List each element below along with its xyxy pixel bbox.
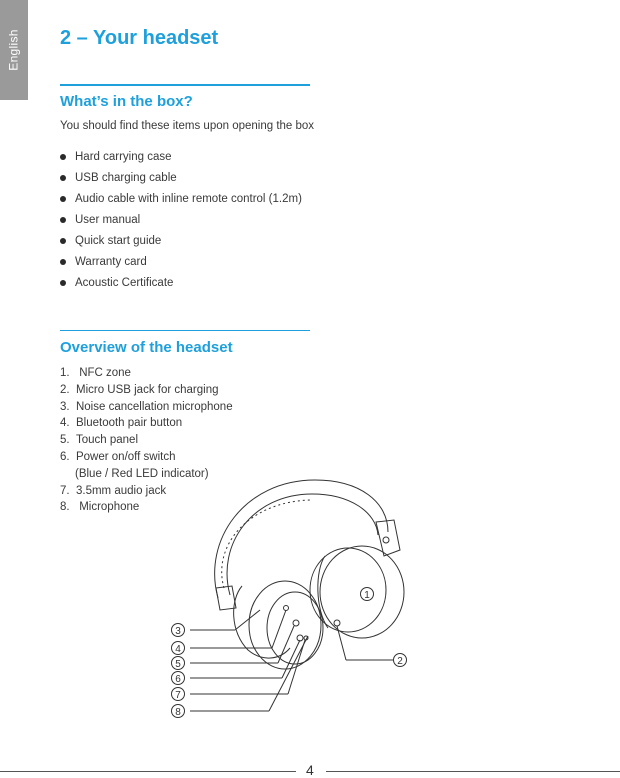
overview-item-text: NFC zone (79, 367, 131, 379)
callout (172, 624, 185, 638)
overview-item-number: 7. (60, 484, 70, 497)
language-tab (0, 0, 28, 100)
right-cup-back (310, 548, 386, 632)
overview-item-number: 5. (60, 434, 70, 447)
noise-mic-dot (284, 606, 289, 611)
right-hinge-pivot (383, 537, 389, 543)
callout-number: 8 (175, 707, 181, 718)
overview-item-number: 3. (60, 400, 70, 413)
callout-number: 3 (175, 626, 181, 637)
callout-number: 4 (175, 644, 181, 655)
footer-rule-left (0, 771, 296, 772)
headband-padding (222, 500, 310, 588)
overview-item-text: Bluetooth pair button (75, 417, 183, 430)
box-item: Audio cable with inline remote control (1.2m) (60, 192, 302, 213)
callout-number: 6 (175, 674, 181, 685)
overview-item (60, 382, 233, 399)
overview-heading: Overview of the headset (60, 339, 233, 356)
page-number: 4 (306, 762, 314, 778)
leader-line (272, 610, 286, 648)
callout-number: 7 (175, 690, 181, 701)
leader-line (269, 636, 308, 711)
overview-heading-rule (60, 330, 310, 331)
callout-number: 5 (175, 659, 181, 670)
left-cup-face (267, 592, 323, 664)
box-item: User manual (60, 213, 302, 234)
footer-rule-right (326, 771, 620, 772)
section-title: 2 – Your headset (60, 27, 219, 49)
overview-item-number: 8. (60, 501, 70, 514)
overview-item-subtext: (Blue / Red LED indicator) (75, 467, 209, 480)
headband (215, 480, 388, 598)
overview-item (60, 399, 233, 416)
overview-item (60, 432, 233, 449)
box-item: Acoustic Certificate (60, 276, 302, 297)
box-item: Quick start guide (60, 234, 302, 255)
box-item: USB charging cable (60, 171, 302, 192)
overview-item (60, 365, 233, 382)
nfc-zone (320, 546, 404, 638)
bluetooth-button (293, 620, 299, 626)
headband-inner (227, 494, 378, 595)
usb-jack (334, 620, 340, 626)
overview-item-number: 2. (60, 383, 70, 396)
overview-item-text: Touch panel (75, 434, 139, 447)
callout-number: 1 (364, 590, 370, 601)
box-item: Hard carrying case (60, 150, 302, 171)
overview-item-text: Micro USB jack for charging (75, 383, 219, 396)
overview-item-text: Noise cancellation microphone (75, 400, 233, 413)
leader-line (282, 640, 300, 678)
overview-item-number: 6. (60, 450, 70, 463)
callout (172, 642, 185, 656)
language-tab-label: English (7, 29, 21, 71)
overview-item-number: 4. (60, 417, 70, 430)
callout-number: 2 (397, 656, 403, 667)
callout (361, 588, 374, 602)
overview-item (60, 415, 233, 432)
overview-item-text: 3.5mm audio jack (75, 484, 167, 497)
callout (172, 672, 185, 686)
box-intro: You should find these items upon opening the box (60, 120, 315, 132)
callout (172, 657, 185, 671)
headset-diagram (150, 460, 420, 725)
overview-item-text: Microphone (79, 501, 140, 514)
callout (172, 705, 185, 719)
overview-item-number: 1. (60, 367, 70, 379)
box-items-list (60, 150, 302, 297)
callout (172, 688, 185, 702)
leader-line (235, 610, 260, 630)
box-heading-rule (60, 84, 310, 86)
box-item: Warranty card (60, 255, 302, 276)
box-heading: What’s in the box? (60, 93, 193, 110)
callout (394, 654, 407, 668)
overview-item-text: Power on/off switch (75, 450, 176, 463)
left-hinge (216, 586, 236, 610)
